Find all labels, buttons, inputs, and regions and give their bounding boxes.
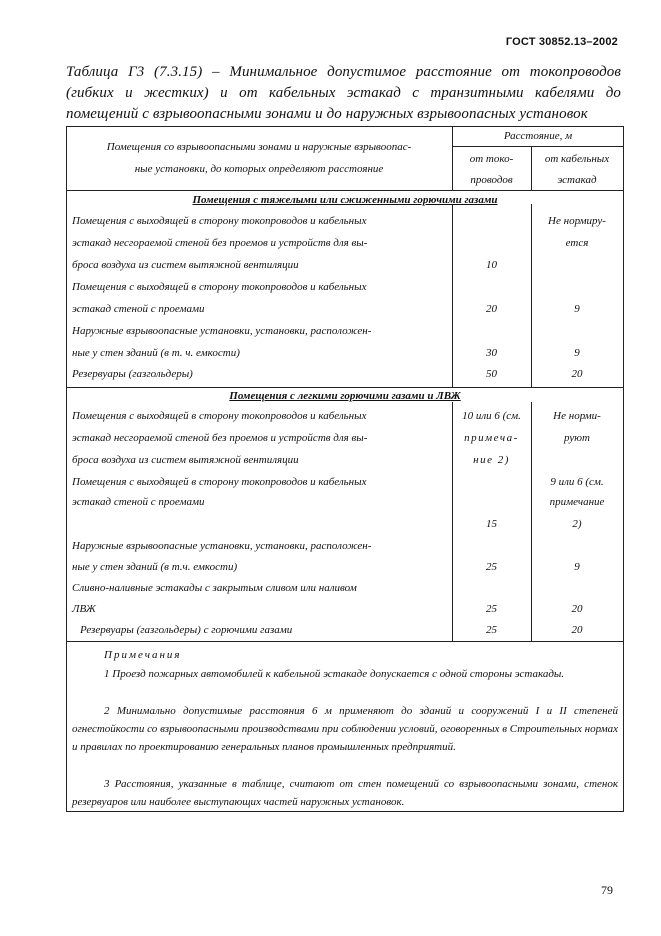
value-cell: Не нормиру- [548,215,606,227]
row-text: Наружные взрывоопасные установки, установки, расположен- [72,540,372,552]
page-number: 79 [601,883,613,897]
row-text: броса воздуха из систем вытяжной вентиляции [72,454,299,466]
header-col2-line1: от токо- [469,153,514,165]
row-text: эстакад несгораемой стеной без проемов и устройств для вы- [72,237,368,249]
note-text: 3 Расстояния, указанные в таблице, считают от стен помещений со взрывоопасными зонами, стенок резервуаров или наиболее выступающих частей наружных установок. [72,778,618,808]
note-2 [72,702,618,756]
value-cell: 9 [574,303,580,315]
row-text: ЛВЖ [72,603,96,615]
note-text: 1 Проезд пожарных автомобилей к кабельной эстакаде допускается с одной стороны эстакады. [104,668,565,680]
value-cell: 20 [571,603,583,615]
value-cell: ется [565,237,589,249]
row-text: ные у стен зданий (в т.ч. емкости) [72,561,238,573]
value-cell: 20 [571,368,583,380]
rule [66,811,624,812]
row-text: ные у стен зданий (в т. ч. емкости) [72,347,240,359]
notes-heading-text: Примечания [104,649,182,661]
value-cell: 15 [486,518,497,530]
row-text: Наружные взрывоопасные установки, установки, расположен- [72,325,372,337]
row-text: Резервуары (газгольдеры) с горючими газами [80,624,293,636]
row-text: эстакад стеной с проемами [72,496,205,508]
row-text: Сливно-наливные эстакады с закрытым сливом или наливом [72,582,357,594]
value-cell: 10 [486,259,497,271]
value-cell: 50 [486,368,497,380]
section-heading: Помещения с легкими горючими газами и ЛВЖ [229,390,461,402]
row-text: Помещения с выходящей в сторону токопроводов и кабельных [72,281,367,293]
value-cell: 9 или 6 (см. [550,476,604,488]
rule [66,641,624,642]
row-text: броса воздуха из систем вытяжной вентиляции [72,259,299,271]
value-cell: 20 [571,624,583,636]
section-heading: Помещения с тяжелыми или сжиженными горючими газами [192,194,498,206]
rule [623,126,624,812]
header-col3-line2: эстакад [557,174,597,186]
row-text: Помещения с выходящей в сторону токопроводов и кабельных [72,215,367,227]
value-cell: 25 [486,624,497,636]
value-cell: 25 [486,561,497,573]
header-group: Расстояние, м [503,130,573,142]
row-text: эстакад стеной с проемами [72,303,205,315]
value-cell: руют [564,432,590,444]
value-cell: 9 [574,561,580,573]
row-text: эстакад несгораемой стеной без проемов и устройств для вы- [72,432,368,444]
header-col3-line1: от кабельных [544,153,610,165]
rule [66,126,67,812]
notes-heading [72,646,618,664]
note-3 [72,775,618,811]
value-cell: Не норми- [553,410,601,422]
note-text: 2 Минимально допустимые расстояния 6 м применяют до зданий и сооружений I и II степеней огнестойкости со взрывоопасными производствами при соблюдении условий, оговоренных в Строительных нормах и правилах по проектированию генеральных планов промышленных предприятий. [72,705,618,753]
value-cell: 10 или 6 (см. [462,410,521,422]
standard-number: ГОСТ 30852.13–2002 [505,36,618,48]
row-text: Резервуары (газгольдеры) [72,368,193,380]
table-title: Таблица Г3 (7.3.15) – Минимальное допустимое расстояние от токопроводов (гибких и жестких) и от кабельных эстакад с транзитными кабелями до помещений с взрывоопасными зонами и до наружных взрывоопасных установок [66,64,621,122]
note-1 [72,665,618,683]
value-cell: примечание [549,496,605,508]
value-cell: 25 [486,603,497,615]
value-cell: 20 [486,303,497,315]
row-text: Помещения с выходящей в сторону токопроводов и кабельных [72,410,367,422]
header-col1-line1: Помещения со взрывоопасными зонами и наружные взрывоопас- [106,141,412,153]
rule [66,387,624,388]
value-cell: 9 [574,347,580,359]
header-col2-line2: проводов [470,174,513,186]
value-cell: 30 [486,347,497,359]
value-cell: ние 2) [473,454,510,466]
row-text: Помещения с выходящей в сторону токопроводов и кабельных [72,476,367,488]
header-col1-line2: ные установки, до которых определяют расстояние [134,163,384,175]
distance-table [66,126,624,812]
value-cell: 2) [572,518,582,530]
value-cell: примеча- [464,432,519,444]
